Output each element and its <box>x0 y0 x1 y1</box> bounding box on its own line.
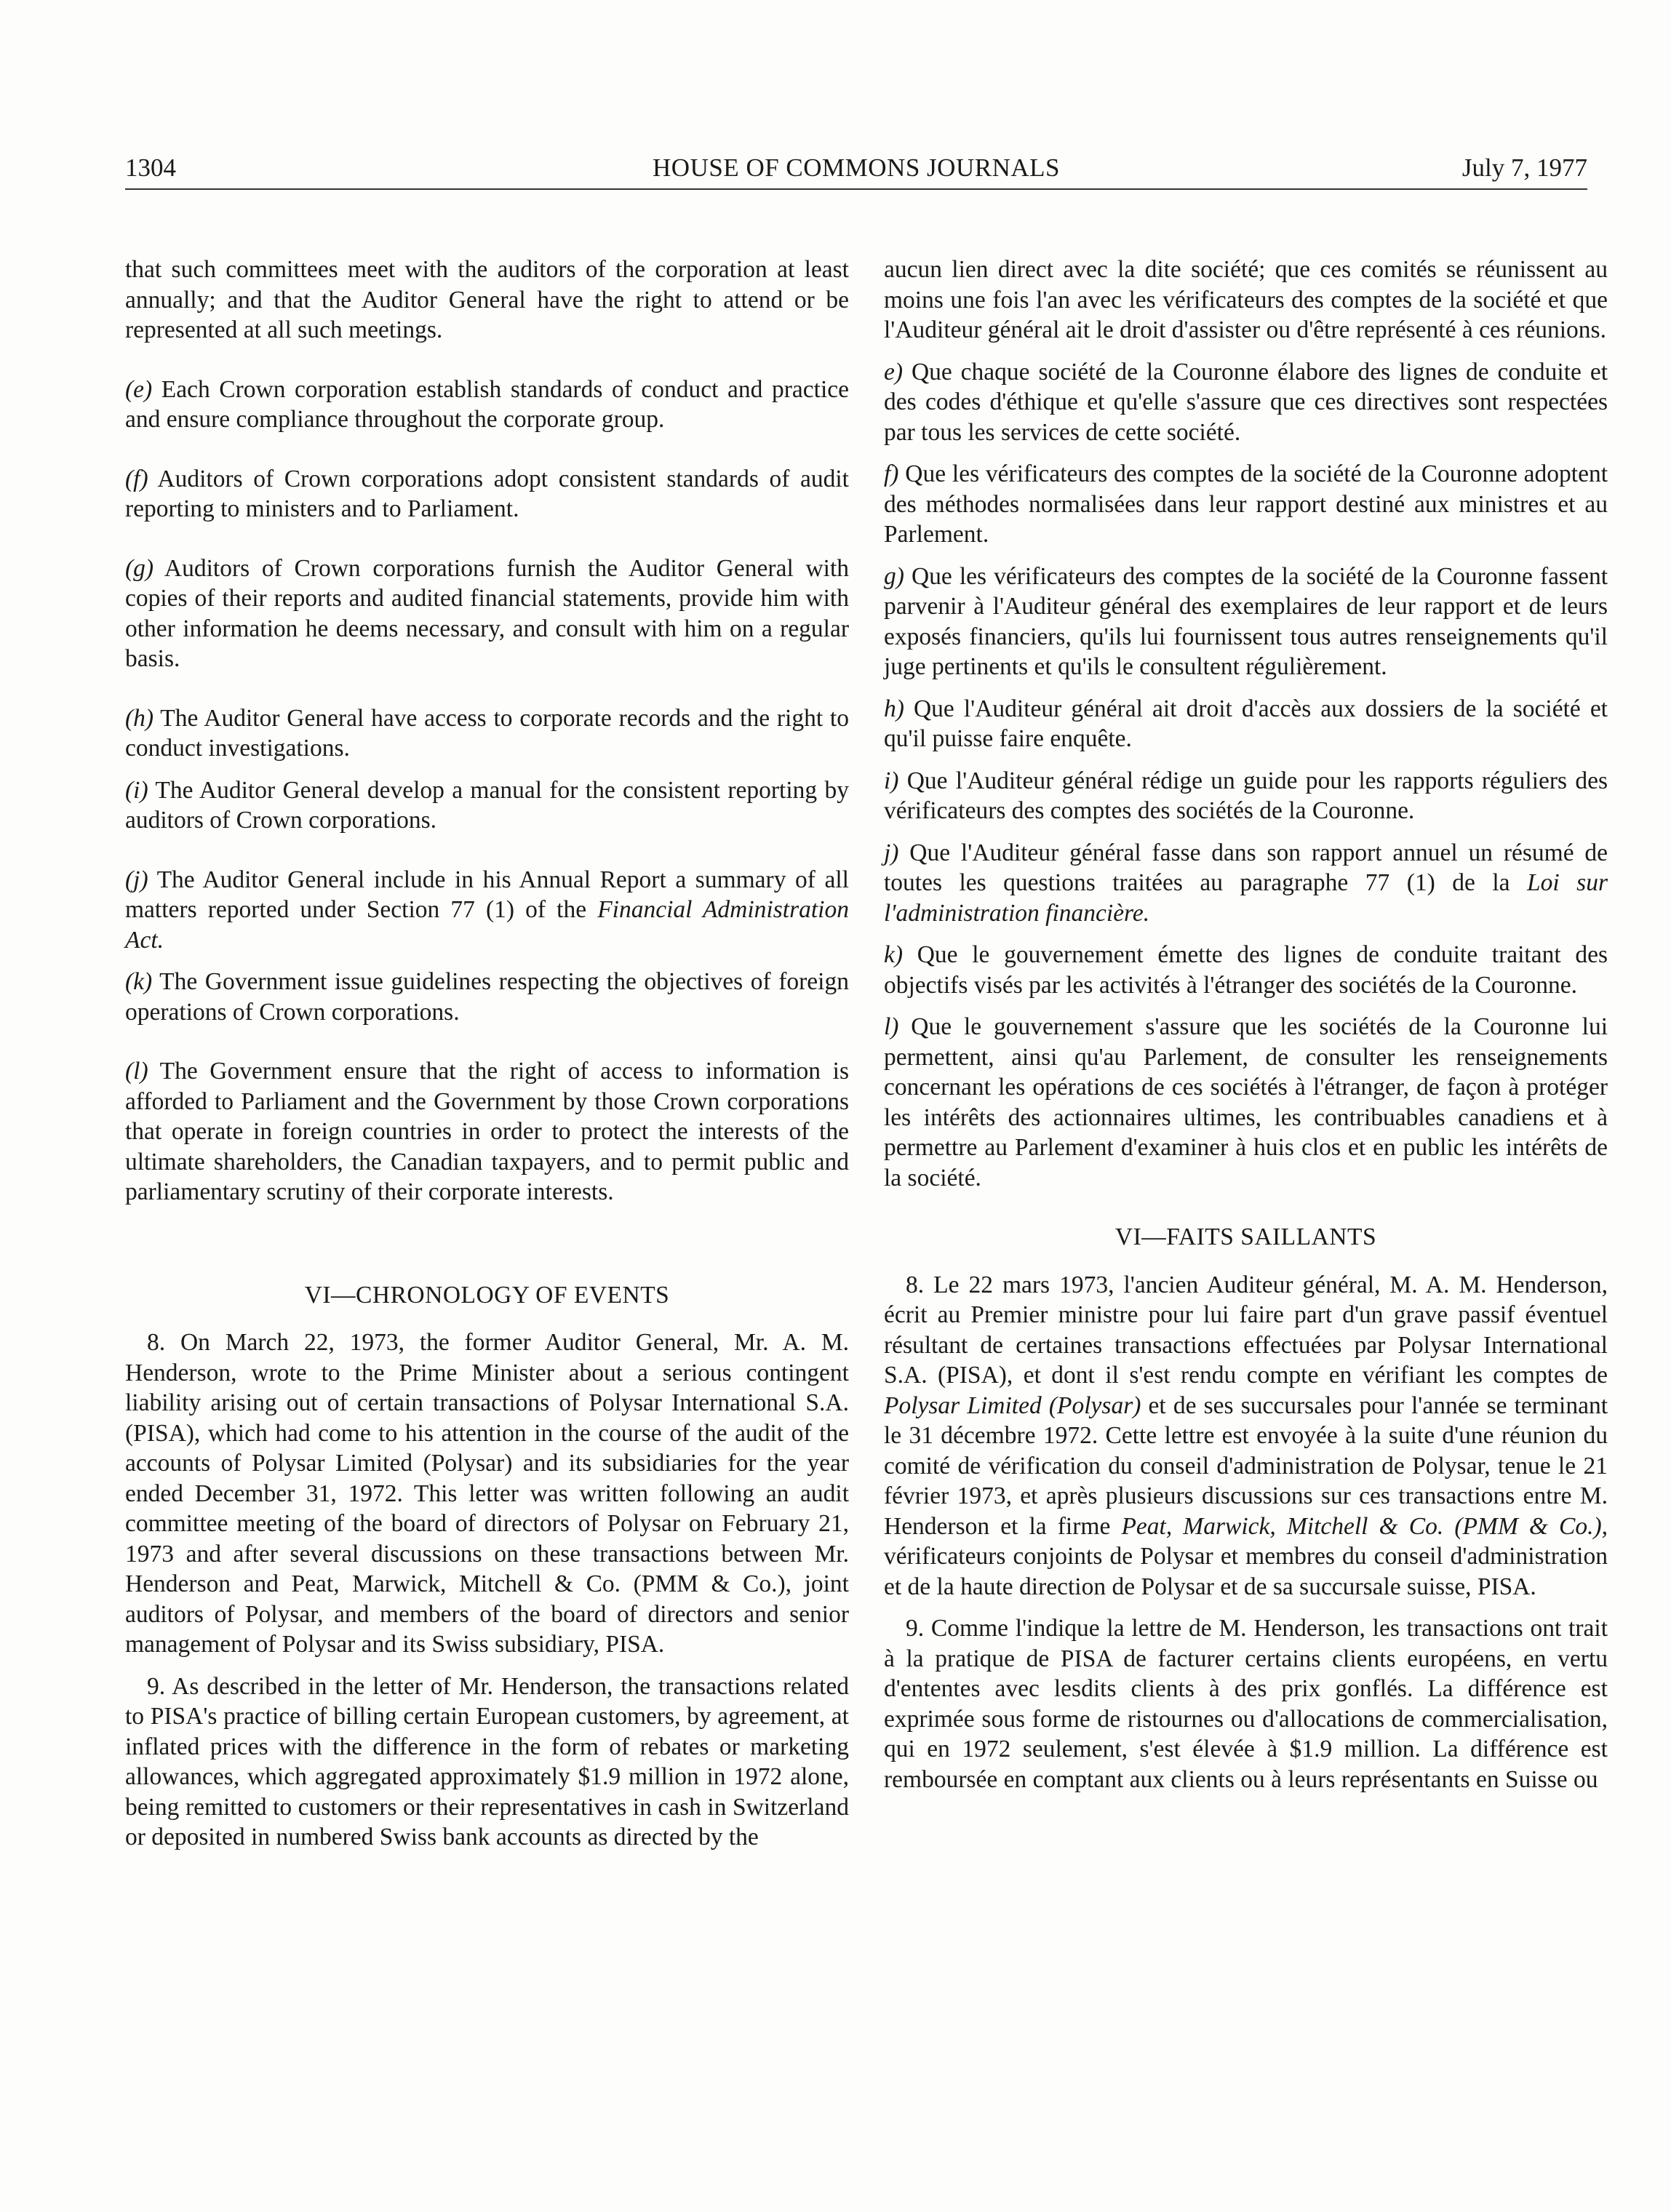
en-item-l-text: The Government ensure that the right of access to information is afforded to Parliament and the Government by those Crown corporations that operate in foreign countries in order to protect the interests of the ultimate shareholders, the Canadian taxpayers, and to permit public and parliamentary scrutiny of their corporate interests. <box>125 1058 849 1205</box>
fr-paragraph-continued: aucun lien direct avec la dite société; que ces comités se réunissent au moins une fois l'an avec les vérificateurs des comptes de la société et que l'Auditeur général ait le droit d'assister ou d'être représenté à ces réunions. <box>884 256 1608 343</box>
en-item-f <box>125 464 849 524</box>
fr-item-g-text: Que les vérificateurs des comptes de la société de la Couronne fassent parvenir à l'Auditeur général des exemplaires de leur rapport et de leurs exposés financiers, qu'ils lui fournissent tous autres renseignements qu'il juge pertinents et qu'ils le consultent régulièrement. <box>884 562 1608 680</box>
journal-title: HOUSE OF COMMONS JOURNALS <box>653 153 1060 182</box>
fr-item-l <box>884 1012 1608 1193</box>
page-number: 1304 <box>125 153 176 182</box>
fr-item-i <box>884 766 1608 826</box>
fr-item-i-label: i) <box>884 767 899 794</box>
en-item-f-text: Auditors of Crown corporations adopt consistent standards of audit reporting to ministers and to Parliament. <box>125 465 849 522</box>
fr-item-k <box>884 940 1608 1000</box>
fr-item-l-label: l) <box>884 1013 899 1040</box>
en-item-h-text: The Auditor General have access to corporate records and the right to conduct investigations. <box>125 704 849 762</box>
en-item-i-text: The Auditor General develop a manual for the consistent reporting by auditors of Crown corporations. <box>125 776 849 834</box>
en-item-k <box>125 967 849 1027</box>
journal-date: July 7, 1977 <box>1461 153 1587 182</box>
fr-item-j-act: Loi sur l'administration financière. <box>884 869 1608 927</box>
fr-p8-italic-pmm: Peat, Marwick, Mitchell & Co. (PMM & Co.), <box>1121 1512 1608 1540</box>
en-item-l <box>125 1056 849 1207</box>
fr-item-k-label: k) <box>884 941 904 968</box>
fr-p8-italic-polysar: Polysar Limited (Polysar) <box>884 1392 1141 1419</box>
en-item-i-label: (i) <box>125 776 148 804</box>
fr-item-g <box>884 562 1608 682</box>
fr-item-j-text: Que l'Auditeur général fasse dans son rapport annuel un résumé de toutes les questions traitées au paragraphe 77 (1) de la <box>884 839 1608 896</box>
fr-item-j-label: j) <box>884 839 899 866</box>
fr-paragraph-9: 9. Comme l'indique la lettre de M. Henderson, les transactions ont trait à la pratique de PISA de facturer certains clients européens, en vertu d'ententes avec lesdits clients à des prix gonflés. La différence est exprimée sous forme de ristournes ou d'allocations de commercialisation, qui en 1972 seulement, s'est élevée à $1.9 million. La différence est remboursée en comptant aux clients ou à leurs représentants en Suisse ou <box>884 1615 1608 1793</box>
en-item-h <box>125 703 849 764</box>
fr-item-e <box>884 357 1608 448</box>
page-header <box>125 149 1587 187</box>
en-item-j-text: The Auditor General include in his Annual Report a summary of all matters reported under Section 77 (1) of the <box>125 866 849 923</box>
fr-p8-part-b: et de ses succursales pour l'année se terminant le 31 décembre 1972. Cette lettre est envoyée à la suite d'une réunion du comité de vérification du conseil d'administration de Polysar, tenue le 21 février 1973, et après plusieurs discussions sur ces transactions entre M. Henderson et la firme <box>884 1392 1608 1540</box>
fr-item-k-text: Que le gouvernement émette des lignes de conduite traitant des objectifs visés par les activités à l'étranger des sociétés de la Couronne. <box>884 941 1608 999</box>
fr-item-g-label: g) <box>884 562 904 590</box>
en-item-g <box>125 554 849 674</box>
en-item-e-label: (e) <box>125 375 153 403</box>
en-item-k-label: (k) <box>125 968 153 995</box>
en-item-k-text: The Government issue guidelines respecting the objectives of foreign operations of Crown corporations. <box>125 968 849 1026</box>
en-item-e-text: Each Crown corporation establish standards of conduct and practice and ensure compliance throughout the corporate group. <box>125 375 849 433</box>
en-item-h-label: (h) <box>125 704 154 732</box>
fr-item-l-text: Que le gouvernement s'assure que les sociétés de la Couronne lui permettent, ainsi qu'au Parlement, de consulter les renseignements concernant les opérations de ces sociétés à l'étranger, de façon à protéger les intérêts des actionnaires ultimes, les contribuables canadiens et à permettre au Parlement d'examiner à huis clos et en public les intérêts de la société. <box>884 1013 1608 1191</box>
en-item-l-label: (l) <box>125 1058 148 1085</box>
fr-item-f <box>884 459 1608 550</box>
en-item-j-label: (j) <box>125 866 148 893</box>
en-paragraph-continued: that such committees meet with the auditors of the corporation at least annually; and that the Auditor General have the right to attend or be represented at all such meetings. <box>125 256 849 343</box>
en-item-g-label: (g) <box>125 554 154 582</box>
en-paragraph-8: 8. On March 22, 1973, the former Auditor General, Mr. A. M. Henderson, wrote to the Prime Minister about a serious contingent liability arising out of certain transactions of Polysar International S.A. (PISA), which had come to his attention in the course of the audit of the accounts of Polysar Limited (Polysar) and its subsidiaries for the year ended December 31, 1972. This letter was written following an audit committee meeting of the board of directors of Polysar on February 21, 1973 and after several discussions on these transactions between Mr. Henderson and Peat, Marwick, Mitchell & Co. (PMM & Co.), joint auditors of Polysar, and members of the board of directors and senior management of Polysar and its Swiss subsidiary, PISA. <box>125 1329 849 1658</box>
en-item-i <box>125 775 849 836</box>
fr-p8-part-c: vérificateurs conjoints de Polysar et membres du conseil d'administration et de la haute direction de Polysar et de sa succursale suisse, PISA. <box>884 1543 1608 1600</box>
fr-item-e-label: e) <box>884 358 904 386</box>
fr-item-j <box>884 838 1608 929</box>
fr-paragraph-8 <box>884 1270 1608 1602</box>
fr-item-h <box>884 694 1608 754</box>
en-item-e <box>125 375 849 435</box>
fr-item-i-text: Que l'Auditeur général rédige un guide pour les rapports réguliers des vérificateurs des comptes des sociétés de la Couronne. <box>884 767 1608 824</box>
en-item-j-act: Financial Administration Act. <box>125 896 849 954</box>
fr-section-heading: VI—FAITS SAILLANTS <box>1114 1223 1377 1250</box>
en-item-f-label: (f) <box>125 465 148 492</box>
en-paragraph-9: 9. As described in the letter of Mr. Henderson, the transactions related to PISA's practice of billing certain European customers, by agreement, at inflated prices with the difference in the form of rebates or marketing allowances, which aggregated approximately $1.9 million in 1972 alone, being remitted to customers or their representatives in cash in Switzerland or deposited in numbered Swiss bank accounts as directed by the <box>125 1672 849 1850</box>
en-item-j <box>125 865 849 956</box>
en-item-g-text: Auditors of Crown corporations furnish the Auditor General with copies of their reports and audited financial statements, provide him with other information he deems necessary, and consult with him on a regular basis. <box>125 554 849 672</box>
fr-item-h-label: h) <box>884 695 904 722</box>
en-section-heading: VI—CHRONOLOGY OF EVENTS <box>304 1281 670 1309</box>
fr-item-e-text: Que chaque société de la Couronne élabore des lignes de conduite et des codes d'éthique et qu'elle s'assure que ces directives sont respectées par tous les services de cette société. <box>884 358 1608 446</box>
header-rule <box>125 188 1587 190</box>
fr-item-h-text: Que l'Auditeur général ait droit d'accès aux dossiers de la société et qu'il puisse faire enquête. <box>884 695 1608 752</box>
fr-p8-part-a: 8. Le 22 mars 1973, l'ancien Auditeur général, M. A. M. Henderson, écrit au Premier ministre pour lui faire part d'un grave passif éventuel résultant de certaines transactions effectuées par Polysar International S.A. (PISA), et dont il s'est rendu compte en vérifiant les comptes de <box>884 1271 1608 1389</box>
fr-item-f-label: f) <box>884 460 899 487</box>
english-column <box>125 255 849 1853</box>
fr-item-f-text: Que les vérificateurs des comptes de la société de la Couronne adoptent des méthodes normalisées dans leur rapport destiné aux ministres et au Parlement. <box>884 460 1608 548</box>
french-column <box>884 255 1608 1794</box>
